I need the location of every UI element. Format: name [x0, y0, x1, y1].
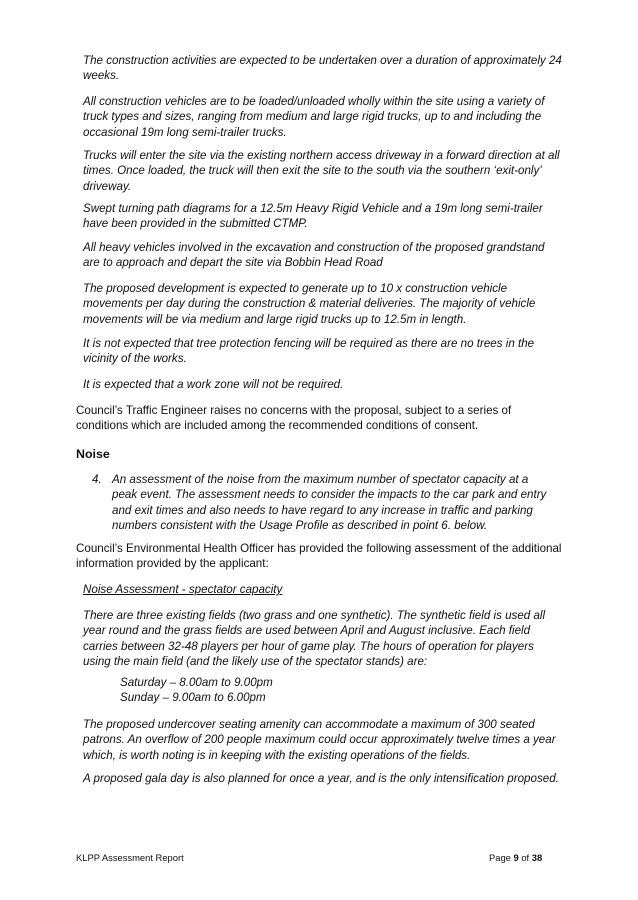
footer-of-label: of [521, 852, 530, 863]
work-zone-paragraph: It is expected that a work zone will not be required. [83, 378, 344, 391]
footer-report-title: KLPP Assessment Report [76, 852, 184, 863]
noise-item-number: 4. [92, 473, 102, 486]
noise-heading: Noise [76, 447, 110, 461]
sunday-hours: Sunday – 9.00am to 6.00pm [120, 691, 266, 705]
noise-assessment-subheading: Noise Assessment - spectator capacity [83, 583, 283, 596]
traffic-engineer-conclusion: Council’s Traffic Engineer raises no concerns with the proposal, subject to a series of conditions which are included among the recommended conditions of consent. [76, 404, 512, 433]
footer-page-indicator [489, 852, 542, 863]
heavy-vehicle-route-paragraph: All heavy vehicles involved in the excavation and construction of the proposed grandstand are to approach and depart the site via Bobbin Head Road [83, 241, 545, 270]
vehicle-movements-paragraph: The proposed development is expected to generate up to 10 x construction vehicle movements per day during the construction & material deliveries. The majority of vehicle movements will be via medium and large rigid trucks up to 12.5m in length. [83, 282, 536, 326]
ehO-intro-paragraph: Council’s Environmental Health Officer has provided the following assessment of the additional information provided by the applicant: [76, 542, 562, 571]
seating-capacity-paragraph: The proposed undercover seating amenity can accommodate a maximum of 300 seated patrons. An overflow of 200 people maximum could occur approximately twelve times a year which, is worth noting is in keeping with the existing operations of the fields. [83, 718, 556, 762]
swept-path-paragraph: Swept turning path diagrams for a 12.5m Heavy Rigid Vehicle and a 19m long semi-trailer have been provided in the submitted CTMP. [83, 202, 543, 231]
tree-protection-paragraph: It is not expected that tree protection fencing will be required as there are no trees in the vicinity of the works. [83, 337, 535, 366]
construction-duration-paragraph: The construction activities are expected to be undertaken over a duration of approximately 24 weeks. [83, 54, 562, 83]
noise-item-text: An assessment of the noise from the maximum number of spectator capacity at a peak event. The assessment needs to consider the impacts to the car park and entry and exit times and also needs to have regard to any increase in traffic and parking numbers consistent with the Usage Profile as described in point 6. below. [112, 473, 547, 533]
vehicle-loading-paragraph: All construction vehicles are to be loaded/unloaded wholly within the site using a variety of truck types and sizes, ranging from medium and large rigid trucks, up to and including the occasional 19m long semi-trailer trucks. [83, 95, 545, 139]
footer-page-label: Page [489, 852, 511, 863]
saturday-hours: Saturday – 8.00am to 9.00pm [120, 676, 273, 689]
gala-day-paragraph: A proposed gala day is also planned for once a year, and is the only intensification proposed. [83, 772, 559, 785]
footer-total-pages: 38 [531, 852, 543, 863]
hours-of-operation [120, 675, 273, 706]
truck-access-paragraph: Trucks will enter the site via the existing northern access driveway in a forward direction at all times. Once loaded, the truck will then exit the site to the south via the southern ‘exit-only’ driveway. [83, 149, 560, 193]
fields-usage-paragraph: There are three existing fields (two grass and one synthetic). The synthetic field is used all year round and the grass fields are used between April and August inclusive. Each field carries between 32-48 players per hour of game play. The hours of operation for players using the main field (and the likely use of the spectator stands) are: [83, 609, 546, 669]
footer-page-number: 9 [513, 852, 519, 863]
